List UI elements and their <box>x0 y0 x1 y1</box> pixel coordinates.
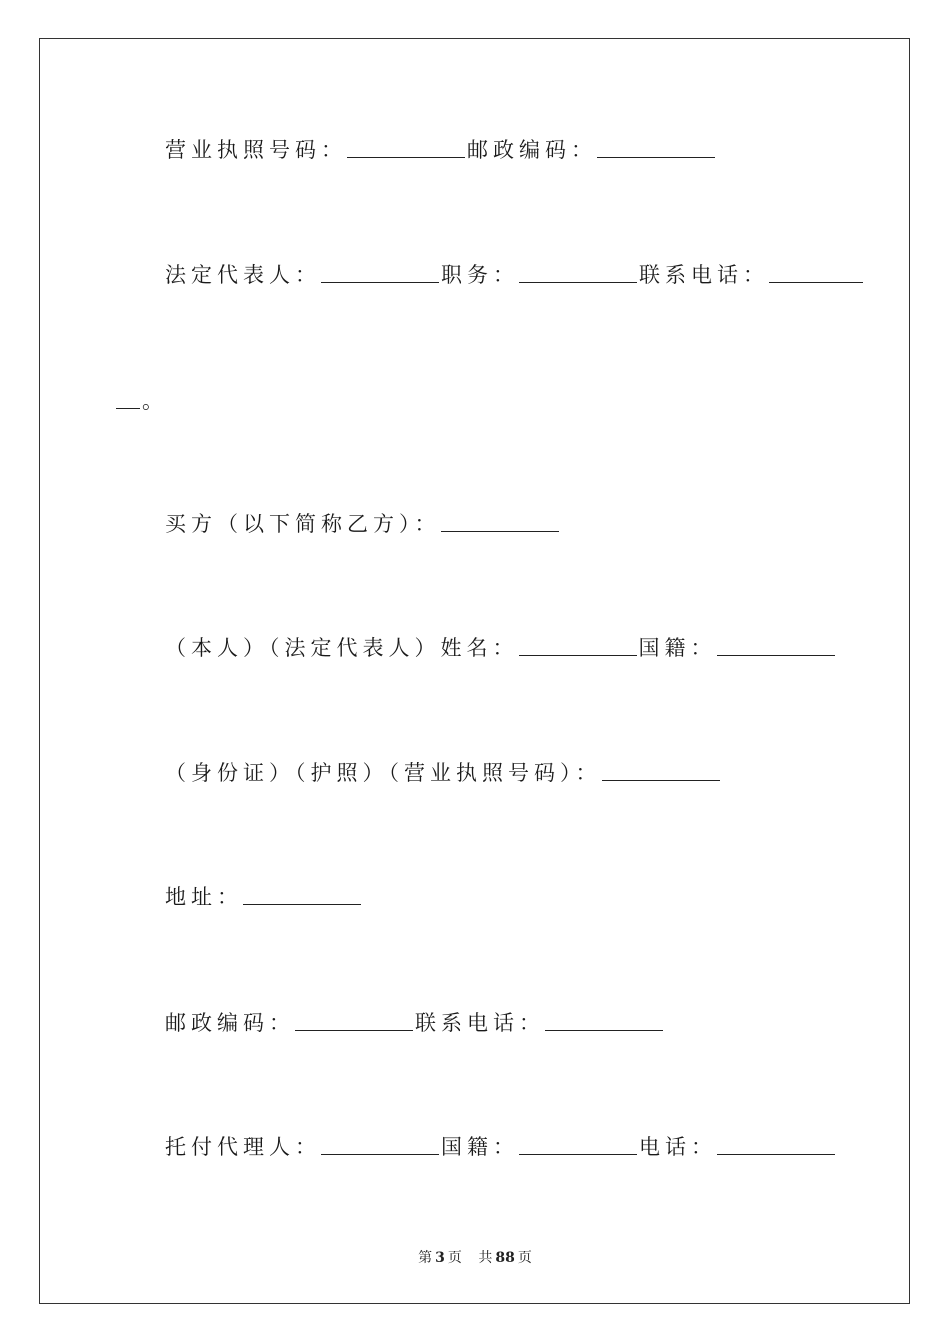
buyer-phone-blank[interactable] <box>545 1010 663 1031</box>
line-id-document <box>165 759 722 787</box>
line-business-license <box>165 136 717 164</box>
line-agent <box>165 1133 837 1161</box>
line-postal-phone <box>165 1009 665 1037</box>
agent-nationality-label: 国籍： <box>441 1135 519 1159</box>
postal-code-blank[interactable] <box>597 137 715 158</box>
agent-label: 托付代理人： <box>165 1135 321 1159</box>
page-suffix: 页 <box>447 1250 462 1266</box>
total-suffix: 页 <box>517 1250 532 1266</box>
line-name-nationality <box>165 634 837 662</box>
address-blank[interactable] <box>243 884 361 905</box>
buyer-postal-blank[interactable] <box>295 1010 413 1031</box>
buyer-phone-label: 联系电话： <box>415 1011 545 1035</box>
business-license-label: 营业执照号码： <box>165 138 347 162</box>
legal-rep-blank[interactable] <box>321 262 439 283</box>
agent-nationality-blank[interactable] <box>519 1134 637 1155</box>
total-prefix: 共 <box>478 1250 493 1266</box>
page-footer <box>0 1247 950 1267</box>
legal-rep-label: 法定代表人： <box>165 263 321 287</box>
page-number <box>415 1250 465 1266</box>
name-blank[interactable] <box>519 635 637 656</box>
position-blank[interactable] <box>519 262 637 283</box>
business-license-blank[interactable] <box>347 137 465 158</box>
line-address <box>165 883 363 911</box>
name-label: （本人）（法定代表人）姓名： <box>165 636 519 660</box>
position-label: 职务： <box>441 263 519 287</box>
phone-blank[interactable] <box>769 262 863 283</box>
line-continuation <box>116 387 168 415</box>
agent-phone-label: 电话： <box>639 1135 717 1159</box>
buyer-label: 买方（以下简称乙方）： <box>165 512 441 536</box>
buyer-postal-label: 邮政编码： <box>165 1011 295 1035</box>
total-num: 88 <box>495 1250 515 1266</box>
id-document-label: （身份证）（护照）（营业执照号码）： <box>165 761 602 785</box>
page-total <box>475 1250 534 1266</box>
phone-blank-continued[interactable] <box>116 388 140 409</box>
page-frame <box>39 38 910 1304</box>
agent-phone-blank[interactable] <box>717 1134 835 1155</box>
phone-label: 联系电话： <box>639 263 769 287</box>
line-buyer <box>165 510 561 538</box>
page-prefix: 第 <box>418 1250 433 1266</box>
buyer-blank[interactable] <box>441 511 559 532</box>
nationality-blank[interactable] <box>717 635 835 656</box>
line-legal-representative <box>165 261 865 289</box>
page-num: 3 <box>435 1250 445 1266</box>
agent-blank[interactable] <box>321 1134 439 1155</box>
postal-code-label: 邮政编码： <box>467 138 597 162</box>
period-mark: 。 <box>142 389 168 413</box>
address-label: 地址： <box>165 885 243 909</box>
nationality-label: 国籍： <box>638 636 717 660</box>
id-document-blank[interactable] <box>602 760 720 781</box>
